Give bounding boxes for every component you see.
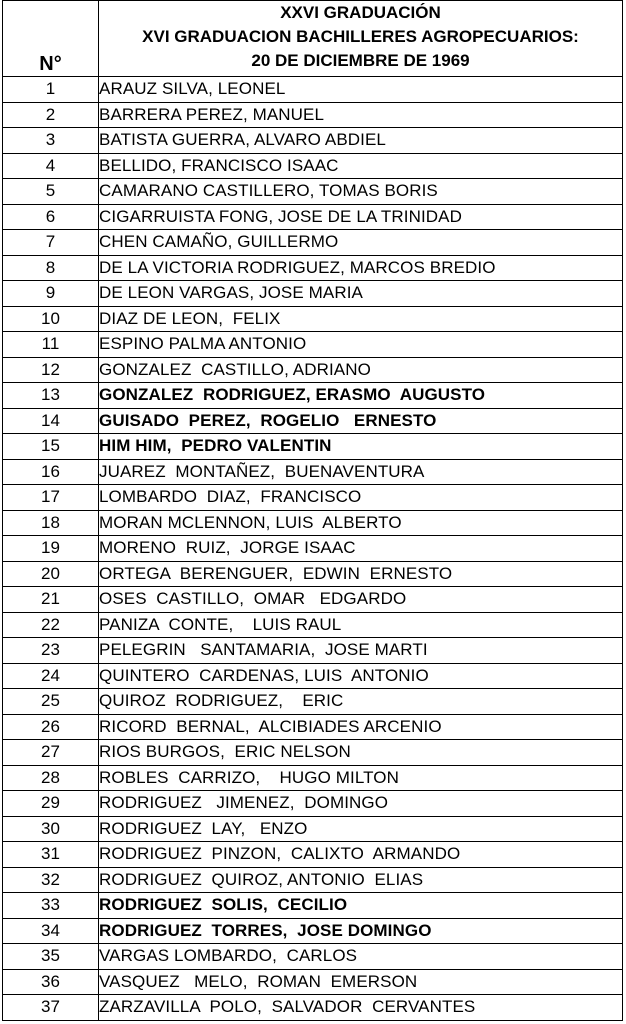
table-row [3,918,623,944]
row-number: 35 [3,944,99,970]
roster-body [3,77,623,1021]
graduate-name: CAMARANO CASTILLERO, TOMAS BORIS [99,179,623,205]
row-number: 33 [3,893,99,919]
table-row [3,179,623,205]
row-number: 10 [3,306,99,332]
table-row [3,663,623,689]
graduate-name: OSES CASTILLO, OMAR EDGARDO [99,587,623,613]
row-number: 3 [3,128,99,154]
graduation-title [99,1,623,77]
graduate-name: RODRIGUEZ JIMENEZ, DOMINGO [99,791,623,817]
row-number: 9 [3,281,99,307]
table-row [3,587,623,613]
table-row [3,434,623,460]
row-number: 27 [3,740,99,766]
roster-table [2,0,623,1021]
graduate-name: ORTEGA BERENGUER, EDWIN ERNESTO [99,561,623,587]
row-number: 16 [3,459,99,485]
row-number: 31 [3,842,99,868]
table-row [3,510,623,536]
row-number: 15 [3,434,99,460]
graduate-name: VASQUEZ MELO, ROMAN EMERSON [99,969,623,995]
row-number: 14 [3,408,99,434]
row-number: 23 [3,638,99,664]
graduate-name: QUINTERO CARDENAS, LUIS ANTONIO [99,663,623,689]
row-number: 20 [3,561,99,587]
row-number: 32 [3,867,99,893]
table-row [3,153,623,179]
title-line-3: 20 DE DICIEMBRE DE 1969 [251,51,470,70]
table-row [3,944,623,970]
graduate-name: RICORD BERNAL, ALCIBIADES ARCENIO [99,714,623,740]
table-row [3,459,623,485]
graduate-name: GONZALEZ CASTILLO, ADRIANO [99,357,623,383]
row-number: 34 [3,918,99,944]
graduate-name: ARAUZ SILVA, LEONEL [99,77,623,103]
table-row [3,995,623,1021]
graduate-name: CIGARRUISTA FONG, JOSE DE LA TRINIDAD [99,204,623,230]
graduate-name: CHEN CAMAÑO, GUILLERMO [99,230,623,256]
graduate-name: ZARZAVILLA POLO, SALVADOR CERVANTES [99,995,623,1021]
graduate-name: BELLIDO, FRANCISCO ISAAC [99,153,623,179]
graduate-name: MORENO RUIZ, JORGE ISAAC [99,536,623,562]
row-number: 37 [3,995,99,1021]
row-number: 19 [3,536,99,562]
table-row [3,740,623,766]
title-line-1: XXVI GRADUACIÓN [280,3,441,22]
table-row [3,638,623,664]
graduate-name: ROBLES CARRIZO, HUGO MILTON [99,765,623,791]
graduate-name: QUIROZ RODRIGUEZ, ERIC [99,689,623,715]
row-number: 7 [3,230,99,256]
table-row [3,357,623,383]
graduate-name: BARRERA PEREZ, MANUEL [99,102,623,128]
graduate-name: RODRIGUEZ PINZON, CALIXTO ARMANDO [99,842,623,868]
row-number: 25 [3,689,99,715]
table-row [3,255,623,281]
row-number: 24 [3,663,99,689]
table-row [3,561,623,587]
table-row [3,689,623,715]
graduate-name: PELEGRIN SANTAMARIA, JOSE MARTI [99,638,623,664]
graduate-name: PANIZA CONTE, LUIS RAUL [99,612,623,638]
table-row [3,230,623,256]
table-row [3,969,623,995]
row-number: 2 [3,102,99,128]
graduate-name: HIM HIM, PEDRO VALENTIN [99,434,623,460]
graduate-name: RODRIGUEZ QUIROZ, ANTONIO ELIAS [99,867,623,893]
table-row [3,536,623,562]
row-number: 8 [3,255,99,281]
row-number: 4 [3,153,99,179]
row-number: 13 [3,383,99,409]
graduate-name: RODRIGUEZ SOLIS, CECILIO [99,893,623,919]
table-row [3,281,623,307]
table-row [3,816,623,842]
row-number: 29 [3,791,99,817]
row-number: 5 [3,179,99,205]
row-number: 11 [3,332,99,358]
table-row [3,306,623,332]
row-number: 6 [3,204,99,230]
row-number: 26 [3,714,99,740]
row-number: 22 [3,612,99,638]
table-row [3,612,623,638]
row-number: 21 [3,587,99,613]
graduate-name: JUAREZ MONTAÑEZ, BUENAVENTURA [99,459,623,485]
graduate-name: RODRIGUEZ TORRES, JOSE DOMINGO [99,918,623,944]
table-row [3,791,623,817]
table-row [3,408,623,434]
graduate-name: ESPINO PALMA ANTONIO [99,332,623,358]
row-number: 17 [3,485,99,511]
row-number: 36 [3,969,99,995]
table-row [3,204,623,230]
graduate-name: DE LEON VARGAS, JOSE MARIA [99,281,623,307]
title-line-2: XVI GRADUACION BACHILLERES AGROPECUARIOS: [142,27,579,46]
table-row [3,893,623,919]
row-number: 28 [3,765,99,791]
row-number: 30 [3,816,99,842]
graduate-name: GONZALEZ RODRIGUEZ, ERASMO AUGUSTO [99,383,623,409]
graduate-name: DE LA VICTORIA RODRIGUEZ, MARCOS BREDIO [99,255,623,281]
graduate-name: RIOS BURGOS, ERIC NELSON [99,740,623,766]
table-row [3,332,623,358]
table-row [3,383,623,409]
table-row [3,842,623,868]
graduate-name: MORAN MCLENNON, LUIS ALBERTO [99,510,623,536]
table-row [3,77,623,103]
graduate-name: GUISADO PEREZ, ROGELIO ERNESTO [99,408,623,434]
row-number: 18 [3,510,99,536]
graduate-name: VARGAS LOMBARDO, CARLOS [99,944,623,970]
table-row [3,714,623,740]
table-header-row [3,1,623,77]
table-row [3,102,623,128]
table-row [3,867,623,893]
table-row [3,765,623,791]
table-row [3,485,623,511]
graduate-name: LOMBARDO DIAZ, FRANCISCO [99,485,623,511]
number-column-header: N° [3,1,99,77]
graduate-name: RODRIGUEZ LAY, ENZO [99,816,623,842]
row-number: 12 [3,357,99,383]
graduate-name: BATISTA GUERRA, ALVARO ABDIEL [99,128,623,154]
graduate-name: DIAZ DE LEON, FELIX [99,306,623,332]
table-row [3,128,623,154]
row-number: 1 [3,77,99,103]
